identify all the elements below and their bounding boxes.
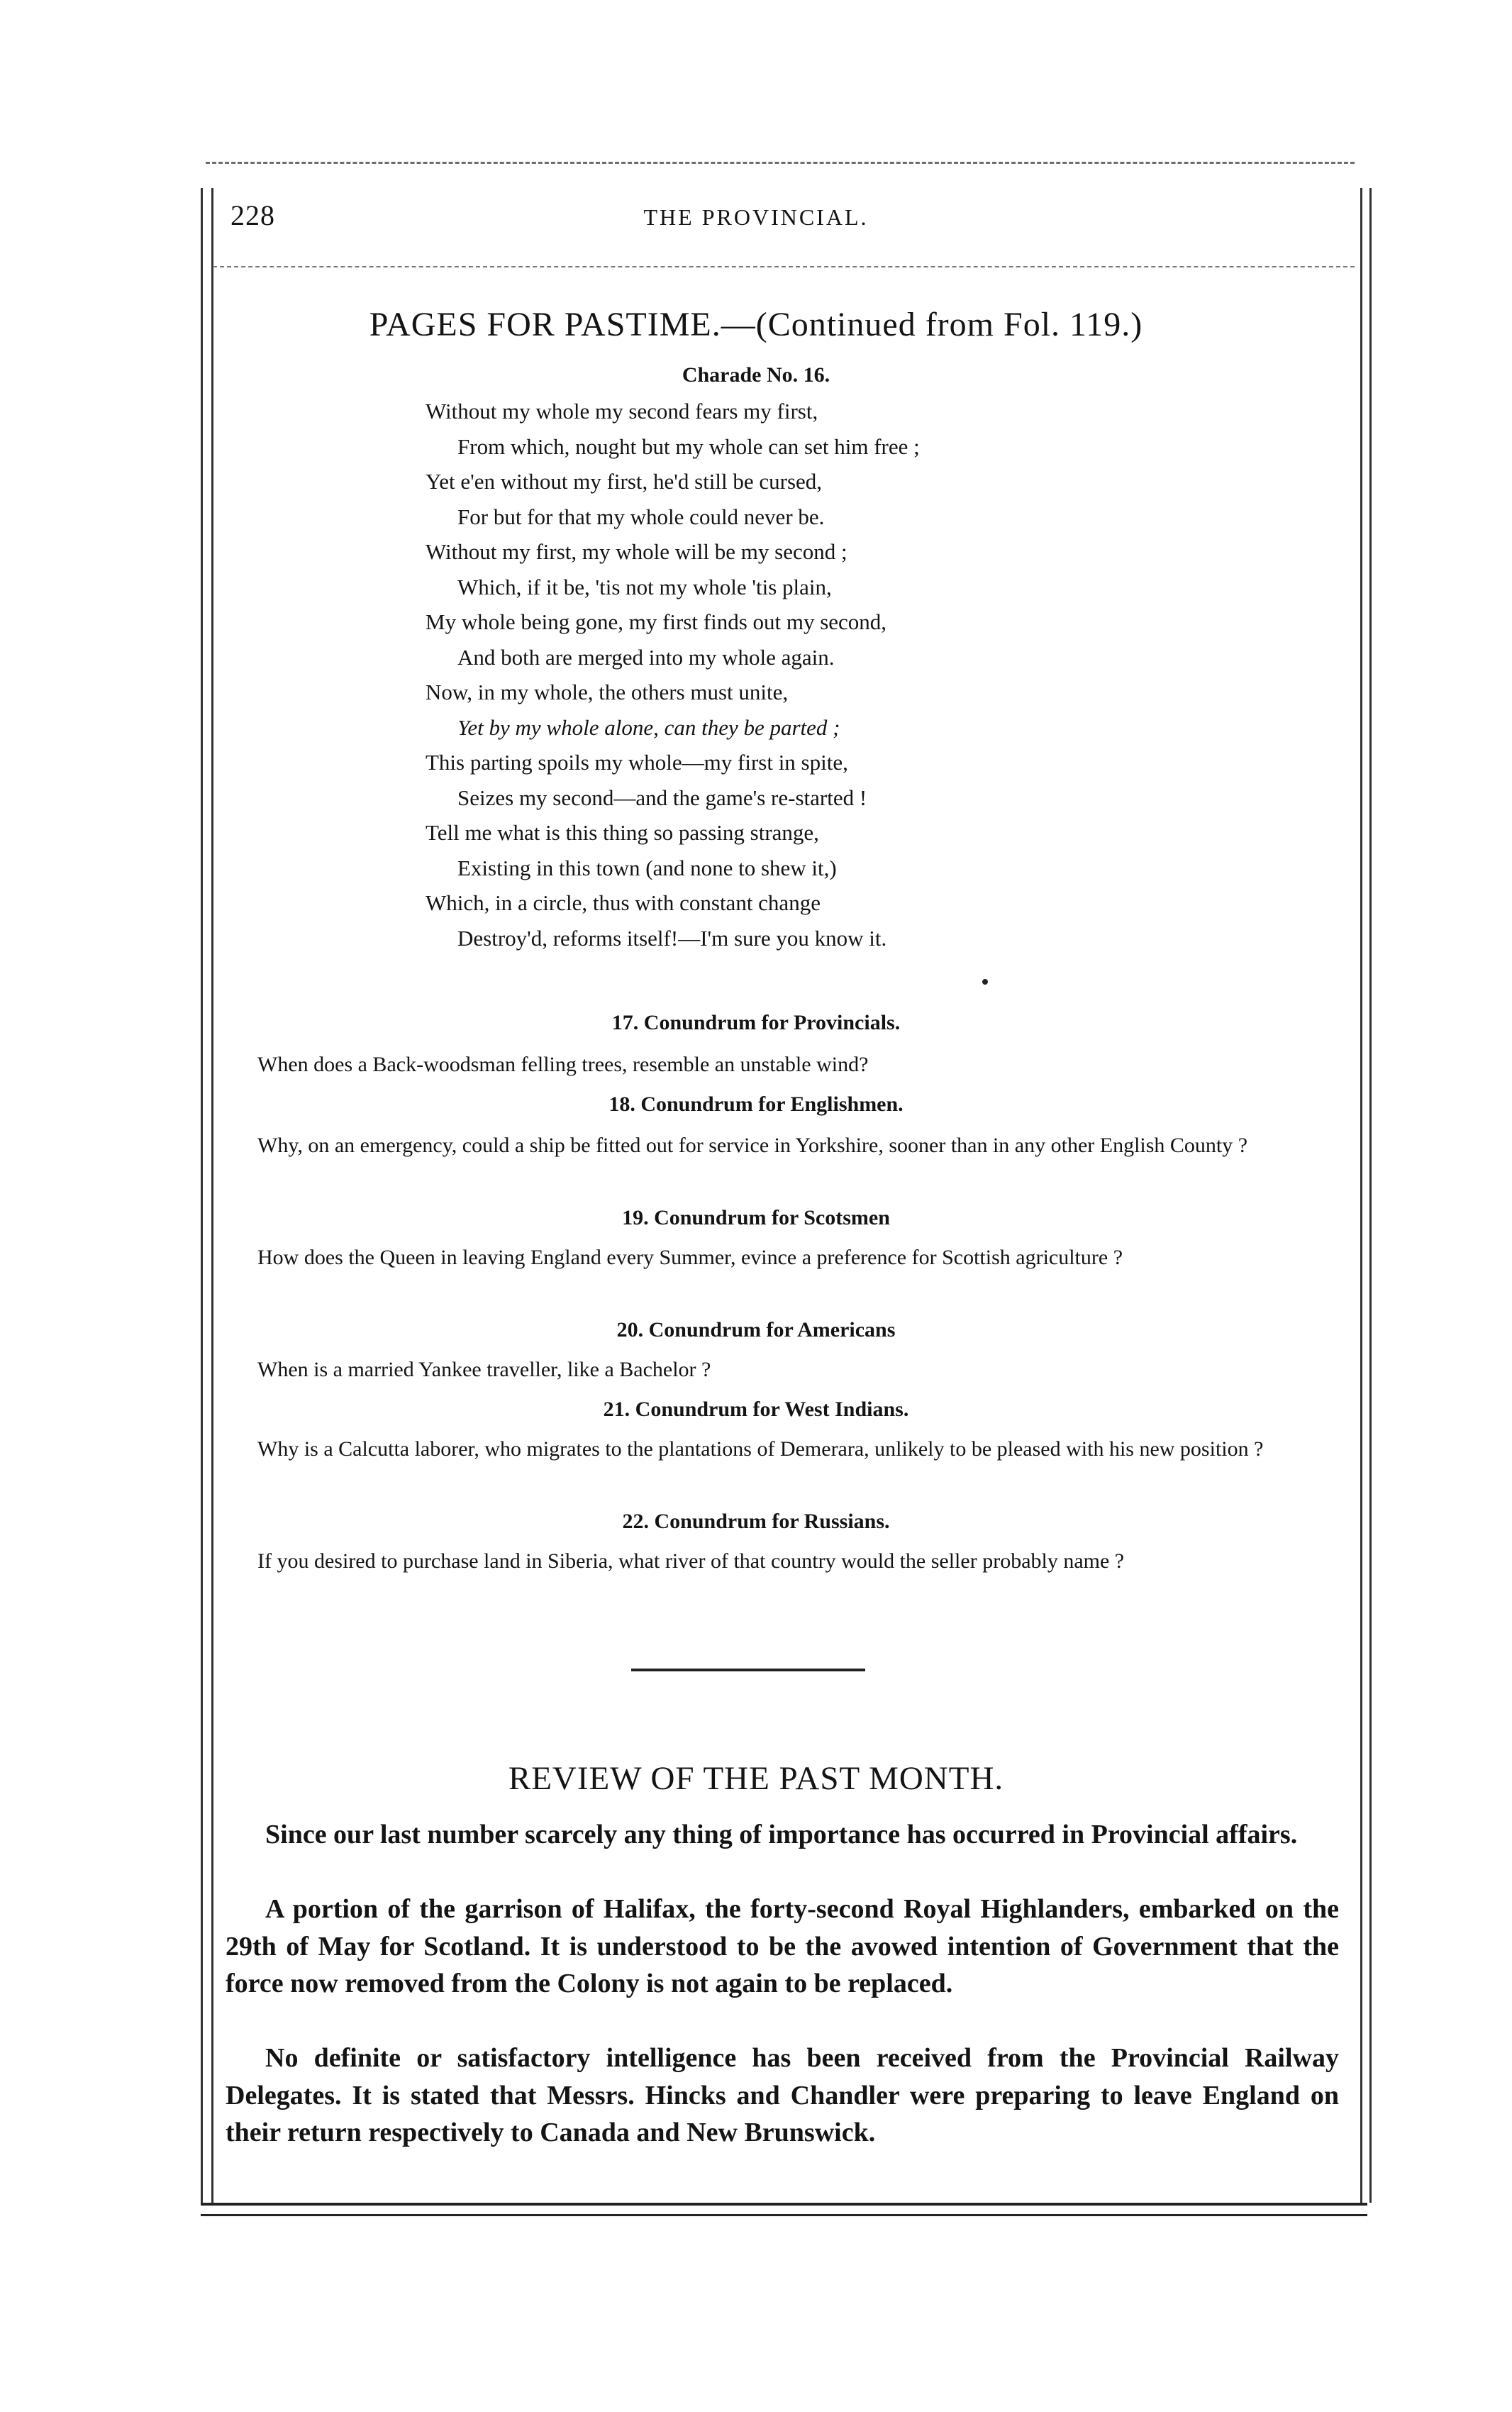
- conundrum-heading: 17. Conundrum for Provincials.: [611, 1011, 901, 1034]
- conundrum-heading: 21. Conundrum for West Indians.: [603, 1398, 909, 1421]
- conundrum-heading: 20. Conundrum for Americans: [616, 1318, 896, 1341]
- verse-line: Now, in my whole, the others must unite,: [426, 680, 789, 704]
- page-number: 228: [230, 199, 275, 231]
- section-divider: [631, 1669, 865, 1671]
- verse-line: Which, in a circle, thus with constant change: [426, 890, 821, 915]
- conundrum-question: When does a Back-woodsman felling trees, resemble an unstable wind?: [257, 1053, 869, 1076]
- running-head: THE PROVINCIAL.: [643, 204, 869, 230]
- conundrum-question: Why is a Calcutta laborer, who migrates to the plantations of Demerara, unlikely to be pleased with his new position ?: [257, 1437, 1264, 1461]
- verse-line: My whole being gone, my first finds out my second,: [426, 609, 887, 634]
- verse-line: From which, nought but my whole can set him free ;: [457, 433, 920, 459]
- verse-line: And both are merged into my whole again.: [457, 644, 835, 670]
- right-page-border: [1360, 188, 1372, 2203]
- verse-line: Yet e'en without my first, he'd still be cursed,: [426, 469, 823, 494]
- review-title: REVIEW OF THE PAST MONTH.: [508, 1760, 1004, 1797]
- verse-line: Existing in this town (and none to shew it,): [457, 855, 837, 880]
- verse-line: Seizes my second—and the game's re-started !: [457, 785, 867, 810]
- conundrum-heading: 18. Conundrum for Englishmen.: [608, 1092, 904, 1116]
- charade-heading: Charade No. 16.: [682, 363, 830, 387]
- review-paragraph: A portion of the garrison of Halifax, the forty-second Royal Highlanders, embarked on the 29th of May for Scotland. It is understood to be the avowed intention of Government that the force now removed from the Colony is not again to be replaced.: [226, 1894, 1339, 1998]
- conundrum-question: When is a married Yankee traveller, like a Bachelor ?: [257, 1358, 711, 1381]
- conundrum-heading: 19. Conundrum for Scotsmen: [622, 1206, 890, 1229]
- review-paragraph: Since our last number scarcely any thing of importance has occurred in Provincial affairs.: [265, 1820, 1298, 1849]
- bullet-mark: [982, 979, 988, 985]
- charade-verse: [426, 394, 1347, 956]
- verse-line: Without my whole my second fears my first,: [426, 399, 818, 424]
- conundrum-question: If you desired to purchase land in Siberia, what river of that country would the seller probably name ?: [257, 1549, 1125, 1573]
- pastime-title: PAGES FOR PASTIME.—(Continued from Fol. 119.): [369, 306, 1143, 343]
- conundrum-heading: 22. Conundrum for Russians.: [622, 1510, 890, 1533]
- top-dashed-rule: [206, 162, 1355, 164]
- header-rule: [213, 266, 1355, 267]
- verse-line: Tell me what is this thing so passing strange,: [426, 820, 819, 845]
- conundrum-question: Why, on an emergency, could a ship be fitted out for service in Yorkshire, sooner than in any other English County ?: [257, 1134, 1248, 1157]
- left-page-border: [201, 188, 213, 2203]
- review-paragraph: No definite or satisfactory intelligence has been received from the Provincial Railway Delegates. It is stated that Messrs. Hincks and Chandler were preparing to leave England on their return respectively to Canada and New Brunswick.: [226, 2043, 1339, 2147]
- verse-line: Which, if it be, 'tis not my whole 'tis plain,: [457, 574, 832, 599]
- verse-line: This parting spoils my whole—my first in spite,: [426, 750, 848, 775]
- verse-line: Yet by my whole alone, can they be parted ;: [457, 714, 840, 740]
- conundrum-question: How does the Queen in leaving England every Summer, evince a preference for Scottish agriculture ?: [257, 1246, 1123, 1269]
- verse-line: Without my first, my whole will be my second ;: [426, 539, 847, 564]
- verse-line: Destroy'd, reforms itself!—I'm sure you know it.: [457, 925, 887, 951]
- verse-line: For but for that my whole could never be.: [457, 504, 825, 529]
- bottom-double-rule: [201, 2203, 1367, 2216]
